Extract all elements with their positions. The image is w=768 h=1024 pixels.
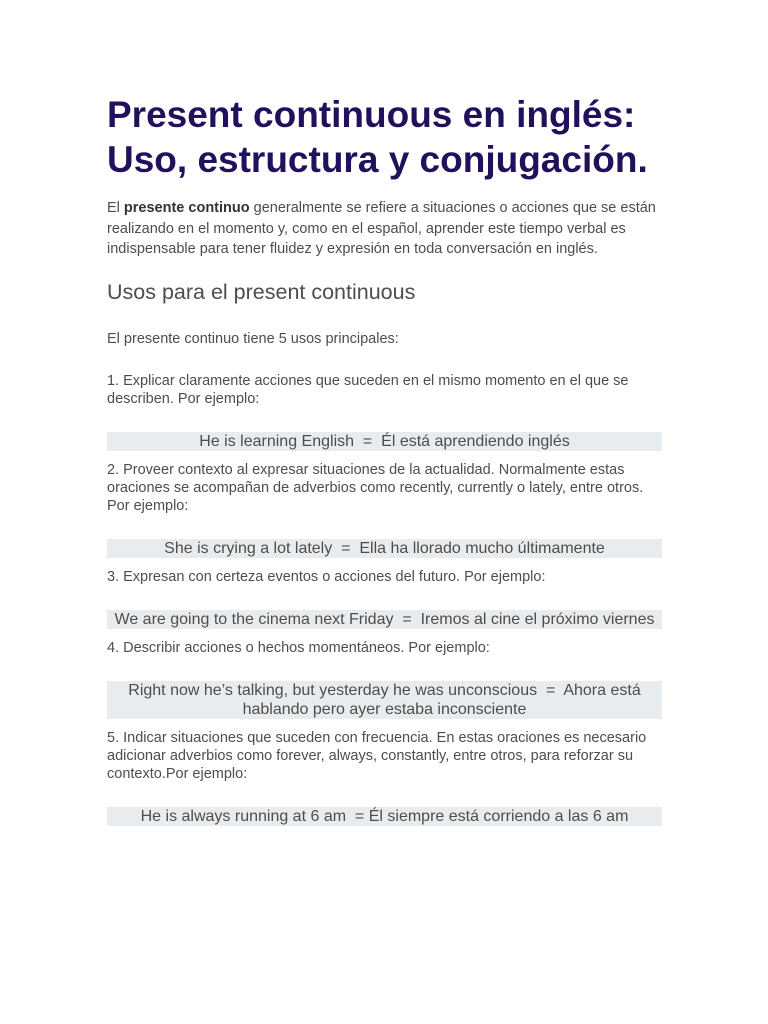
example-box-1: He is learning English = Él está aprendiendo inglés xyxy=(107,432,662,451)
intro-bold-term: presente continuo xyxy=(123,200,250,216)
page-title xyxy=(107,92,662,182)
example-box-3: We are going to the cinema next Friday = Iremos al cine el próximo viernes xyxy=(107,610,662,629)
page-title-line-1: Present continuous en inglés: xyxy=(107,94,636,135)
example-box-2: She is crying a lot lately = Ella ha llorado mucho últimamente xyxy=(107,539,662,558)
use-item-1: 1. Explicar claramente acciones que suceden en el mismo momento en el que se describen. Por ejemplo: xyxy=(107,372,629,407)
intro-prefix: El xyxy=(107,200,124,216)
use-item-2: 2. Proveer contexto al expresar situaciones de la actualidad. Normalmente estas oraciones se acompañan de adverbios como recently, currently o lately, entre otros. Por ejemplo: xyxy=(107,461,644,514)
intro-rest: generalmente se refiere a situaciones o acciones que se están realizando en el momento y, como en el español, aprender este tiempo verbal es indispensable para tener fluidez y expresión en toda conversación en inglés. xyxy=(107,200,656,257)
use-item-4: 4. Describir acciones o hechos momentáneos. Por ejemplo: xyxy=(107,639,490,656)
page-title-line-2: Uso, estructura y conjugación. xyxy=(107,139,648,180)
document-page xyxy=(107,92,662,826)
use-item-3: 3. Expresan con certeza eventos o acciones del futuro. Por ejemplo: xyxy=(107,568,546,585)
use-item-5: 5. Indicar situaciones que suceden con frecuencia. En estas oraciones es necesario adicionar adverbios como forever, always, constantly, entre otros, para reforzar su contexto.Por ejemplo: xyxy=(107,729,647,782)
section-heading: Usos para el present continuous xyxy=(107,279,416,304)
uses-lead: El presente continuo tiene 5 usos principales: xyxy=(107,330,399,347)
intro-paragraph xyxy=(107,198,662,260)
example-box-4: Right now he’s talking, but yesterday he was unconscious = Ahora está hablando pero ayer estaba inconsciente xyxy=(107,681,662,719)
example-box-5: He is always running at 6 am = Él siempre está corriendo a las 6 am xyxy=(107,807,662,826)
